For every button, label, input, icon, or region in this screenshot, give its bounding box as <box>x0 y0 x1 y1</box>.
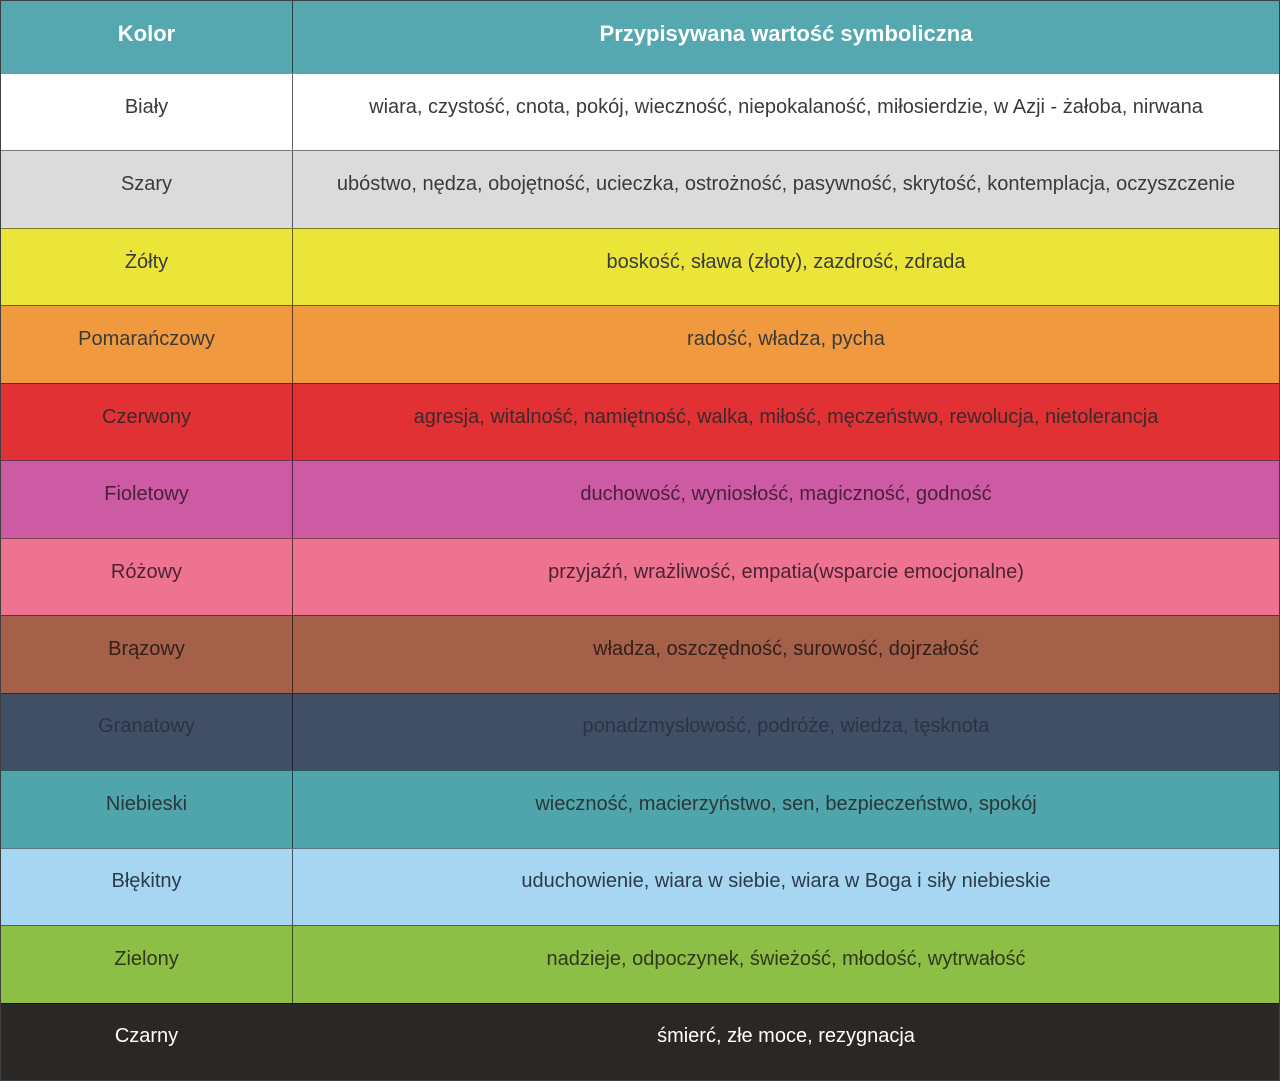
color-name-cell: Granatowy <box>1 694 293 770</box>
color-name-cell: Pomarańczowy <box>1 306 293 382</box>
table-row <box>1 538 1279 615</box>
symbolic-meaning-cell: władza, oszczędność, surowość, dojrzałość <box>593 638 979 661</box>
table-row <box>1 1003 1279 1080</box>
color-name-cell: Niebieski <box>1 771 293 847</box>
color-name-cell: Szary <box>1 151 293 227</box>
symbolic-meaning-cell: duchowość, wyniosłość, magiczność, godność <box>580 483 992 506</box>
symbolic-meaning-cell: nadzieje, odpoczynek, świeżość, młodość, wytrwałość <box>546 947 1026 970</box>
symbolic-meaning-cell: śmierć, złe moce, rezygnacja <box>657 1025 915 1048</box>
table-row <box>1 615 1279 692</box>
symbolic-meaning-cell: ponadzmysłowość, podróże, wiedza, tęsknota <box>582 715 990 738</box>
table-row <box>1 150 1279 227</box>
symbolic-value-column-header: Przypisywana wartość symboliczna <box>599 21 973 47</box>
symbolic-meaning-cell: boskość, sława (złoty), zazdrość, zdrada <box>606 250 966 273</box>
color-name-cell: Różowy <box>1 539 293 615</box>
color-name-cell: Żółty <box>1 229 293 305</box>
color-name-cell: Zielony <box>1 926 293 1002</box>
table-row <box>1 848 1279 925</box>
symbolic-meaning-cell: ubóstwo, nędza, obojętność, ucieczka, ostrożność, pasywność, skrytość, kontemplacja, oczyszczenie <box>336 173 1236 196</box>
symbolic-meaning-cell: uduchowienie, wiara w siebie, wiara w Boga i siły niebieskie <box>521 870 1051 893</box>
table-row <box>1 305 1279 382</box>
table-row <box>1 228 1279 305</box>
table-row <box>1 460 1279 537</box>
symbolic-meaning-cell: agresja, witalność, namiętność, walka, miłość, męczeństwo, rewolucja, nietolerancja <box>413 405 1159 428</box>
symbolic-meaning-cell: przyjaźń, wrażliwość, empatia(wsparcie emocjonalne) <box>548 560 1024 583</box>
table-row <box>1 925 1279 1002</box>
color-name-cell: Biały <box>1 74 293 150</box>
color-name-cell: Brązowy <box>1 616 293 692</box>
color-name-cell: Czerwony <box>1 384 293 460</box>
color-name-cell: Błękitny <box>1 849 293 925</box>
symbolic-meaning-cell: wieczność, macierzyństwo, sen, bezpieczeństwo, spokój <box>535 792 1037 815</box>
table-row <box>1 770 1279 847</box>
color-name-cell: Fioletowy <box>1 461 293 537</box>
table-row <box>1 73 1279 150</box>
color-column-header: Kolor <box>1 1 293 73</box>
symbolic-meaning-cell: wiara, czystość, cnota, pokój, wieczność, niepokalaność, miłosierdzie, w Azji - żałoba, nirwana <box>369 95 1203 118</box>
table-row <box>1 383 1279 460</box>
table-row <box>1 693 1279 770</box>
color-name-cell: Czarny <box>114 1025 179 1048</box>
table-header-row <box>1 1 1279 73</box>
symbolic-meaning-cell: radość, władza, pycha <box>687 328 885 351</box>
